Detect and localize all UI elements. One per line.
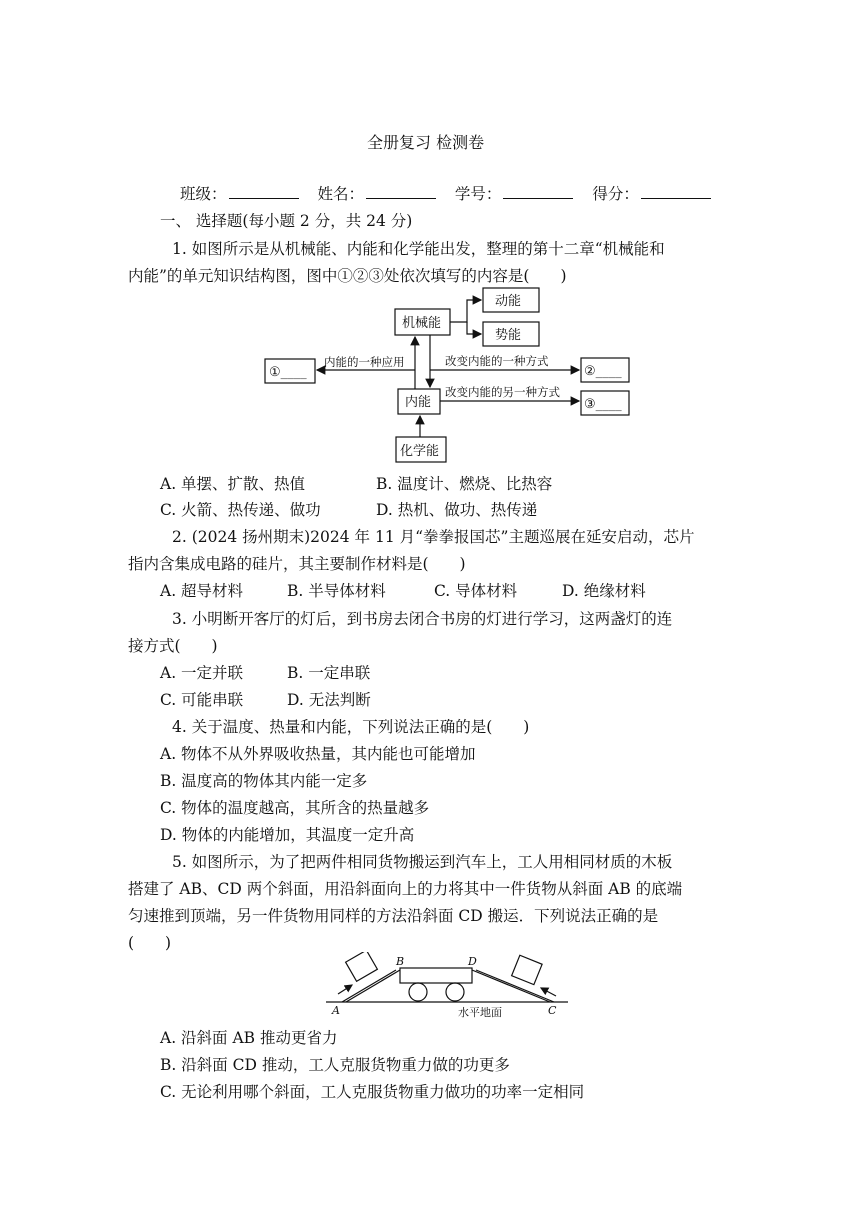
q4-option-a[interactable]: A. 物体不从外界吸收热量，其内能也可能增加	[160, 745, 476, 763]
info-line	[180, 184, 725, 204]
q2-option-c[interactable]: C. 导体材料	[434, 582, 518, 600]
q4-option-b[interactable]: B. 温度高的物体其内能一定多	[160, 772, 368, 790]
section-heading: 一、 选择题(每小题 2 分，共 24 分)	[160, 212, 413, 230]
class-blank[interactable]	[229, 184, 299, 199]
q4-line1: 4. 关于温度、热量和内能，下列说法正确的是( )	[172, 718, 530, 736]
name-blank[interactable]	[366, 184, 436, 199]
q3-line1: 3. 小明断开客厅的灯后，到书房去闭合书房的灯进行学习，这两盏灯的连	[172, 610, 673, 628]
q4-option-c[interactable]: C. 物体的温度越高，其所含的热量越多	[160, 799, 430, 817]
application-label: 内能的一种应用	[324, 355, 405, 369]
score-label: 得分：	[592, 185, 639, 203]
q3-option-a[interactable]: A. 一定并联	[160, 664, 244, 682]
q2-option-d[interactable]: D. 绝缘材料	[562, 582, 646, 600]
q5-option-c[interactable]: C. 无论利用哪个斜面，工人克服货物重力做功的功率一定相同	[160, 1083, 585, 1101]
blank2-label: ②____	[584, 364, 622, 379]
q5-line4: ( )	[128, 934, 172, 952]
way2-label: 改变内能的另一种方式	[445, 385, 560, 399]
id-blank[interactable]	[503, 184, 573, 199]
q3-line2: 接方式( )	[128, 637, 218, 655]
blank3-label: ③____	[584, 397, 622, 412]
q2-line1: 2. (2024 扬州期末)2024 年 11 月“拳拳报国芯”主题巡展在延安启动，芯片	[172, 528, 695, 546]
point-a-label: A	[332, 1004, 340, 1017]
q2-option-a[interactable]: A. 超导材料	[160, 582, 244, 600]
q1-line2: 内能”的单元知识结构图，图中①②③处依次填写的内容是( )	[128, 267, 567, 285]
ground-label: 水平地面	[458, 1006, 502, 1019]
q1-option-a[interactable]: A. 单摆、扩散、热值	[160, 475, 306, 493]
point-c-label: C	[548, 1004, 557, 1017]
cargo-box-cd	[512, 955, 542, 984]
incline-figure	[322, 952, 574, 1024]
truck-body	[400, 968, 472, 983]
blank1-label: ①____	[269, 365, 307, 380]
class-label: 班级：	[180, 185, 227, 203]
point-b-label: B	[396, 955, 405, 968]
score-blank[interactable]	[641, 184, 711, 199]
q1-option-b[interactable]: B. 温度计、燃烧、比热容	[376, 475, 553, 493]
page-title: 全册复习 检测卷	[367, 133, 485, 152]
q1-option-d[interactable]: D. 热机、做功、热传递	[376, 501, 538, 519]
potential-label: 势能	[495, 328, 522, 343]
kinetic-label: 动能	[495, 294, 522, 309]
name-label: 姓名：	[317, 185, 364, 203]
id-label: 学号：	[454, 185, 502, 203]
q5-line2: 搭建了 AB、CD 两个斜面，用沿斜面向上的力将其中一件货物从斜面 AB 的底端	[128, 880, 683, 898]
q4-option-d[interactable]: D. 物体的内能增加，其温度一定升高	[160, 826, 415, 844]
point-d-label: D	[468, 955, 477, 968]
q1-option-c[interactable]: C. 火箭、热传递、做功	[160, 501, 321, 519]
chemical-label: 化学能	[400, 444, 440, 459]
push-arrow-cd	[541, 988, 556, 996]
q2-line2: 指内含集成电路的硅片，其主要制作材料是( )	[128, 555, 466, 573]
q5-line1: 5. 如图所示，为了把两件相同货物搬运到汽车上，工人用相同材质的木板	[172, 853, 673, 871]
q5-line3: 匀速推到顶端，另一件货物用同样的方法沿斜面 CD 搬运．下列说法正确的是	[128, 907, 659, 925]
q3-option-d[interactable]: D. 无法判断	[287, 691, 371, 709]
q3-option-b[interactable]: B. 一定串联	[287, 664, 371, 682]
internal-label: 内能	[405, 395, 432, 410]
q3-option-c[interactable]: C. 可能串联	[160, 691, 244, 709]
q5-option-b[interactable]: B. 沿斜面 CD 推动，工人克服货物重力做的功更多	[160, 1056, 510, 1074]
incline-cd-edge	[476, 970, 554, 1002]
incline-ab	[346, 970, 400, 1002]
cargo-box-ab	[346, 952, 378, 981]
truck-wheel-left	[409, 983, 427, 1001]
q1-line1: 1. 如图所示是从机械能、内能和化学能出发，整理的第十二章“机械能和	[172, 240, 665, 258]
q5-option-a[interactable]: A. 沿斜面 AB 推动更省力	[160, 1029, 338, 1047]
push-arrow-ab	[338, 985, 352, 994]
knowledge-structure-diagram	[255, 285, 645, 465]
q2-option-b[interactable]: B. 半导体材料	[287, 582, 386, 600]
mech-label: 机械能	[402, 316, 442, 331]
truck-wheel-right	[446, 983, 464, 1001]
way1-label: 改变内能的一种方式	[445, 354, 549, 368]
